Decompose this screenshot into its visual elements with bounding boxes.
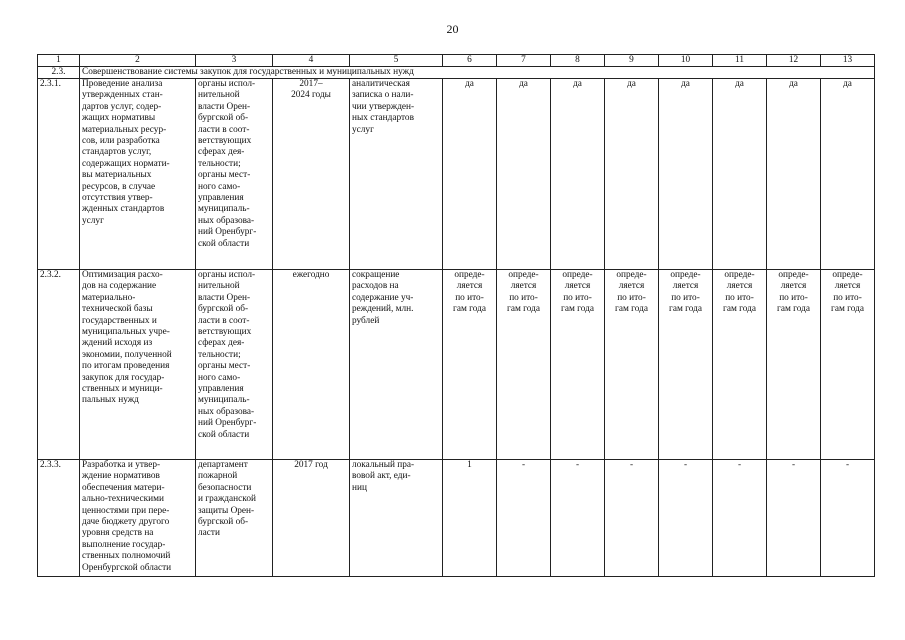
column-number: 12 <box>767 55 821 67</box>
column-number: 3 <box>196 55 273 67</box>
executor-cell: департамент пожарной безопасности и гражданской защиты Орен- бургской об- ласти <box>196 460 273 577</box>
value-cell: - <box>767 460 821 577</box>
column-number: 7 <box>497 55 551 67</box>
value-cell: да <box>551 79 605 270</box>
column-number: 1 <box>38 55 80 67</box>
value-cell: - <box>551 460 605 577</box>
value-cell: да <box>767 79 821 270</box>
value-cell: - <box>821 460 875 577</box>
value-cell: да <box>605 79 659 270</box>
table-row <box>38 270 875 460</box>
section-title: Совершенствование системы закупок для государственных и муниципальных нужд <box>80 67 875 79</box>
value-cell: опреде- ляется по ито- гам года <box>659 270 713 460</box>
executor-cell: органы испол- нительной власти Орен- бургской об- ласти в соот- ветствующих сферах дея- тельности; органы мест- ного само- управления муниципаль- ных образова- ний Оренбург- ской области <box>196 270 273 460</box>
column-number-row <box>38 55 875 67</box>
indicator-cell: локальный пра- вовой акт, еди- ниц <box>350 460 443 577</box>
column-number: 11 <box>713 55 767 67</box>
value-cell: - <box>497 460 551 577</box>
value-cell: опреде- ляется по ито- гам года <box>443 270 497 460</box>
value-cell: - <box>659 460 713 577</box>
row-number: 2.3.2. <box>38 270 80 460</box>
period-cell: 2017– 2024 годы <box>273 79 350 270</box>
column-number: 13 <box>821 55 875 67</box>
page-number: 20 <box>446 22 459 36</box>
section-row <box>38 67 875 79</box>
period-cell: 2017 год <box>273 460 350 577</box>
period-cell: ежегодно <box>273 270 350 460</box>
value-cell: 1 <box>443 460 497 577</box>
column-number: 10 <box>659 55 713 67</box>
executor-cell: органы испол- нительной власти Орен- бургской об- ласти в соот- ветствующих сферах дея- тельности; органы мест- ного само- управления муниципаль- ных образова- ний Оренбург- ской области <box>196 79 273 270</box>
table-row <box>38 460 875 577</box>
value-cell: да <box>821 79 875 270</box>
measures-table <box>37 54 875 577</box>
value-cell: - <box>605 460 659 577</box>
column-number: 5 <box>350 55 443 67</box>
value-cell: да <box>443 79 497 270</box>
table-row <box>38 79 875 270</box>
value-cell: да <box>497 79 551 270</box>
value-cell: опреде- ляется по ито- гам года <box>821 270 875 460</box>
section-number: 2.3. <box>38 67 80 79</box>
row-number: 2.3.1. <box>38 79 80 270</box>
value-cell: опреде- ляется по ито- гам года <box>767 270 821 460</box>
indicator-cell: сокращение расходов на содержание уч- реждений, млн. рублей <box>350 270 443 460</box>
column-number: 2 <box>80 55 196 67</box>
column-number: 8 <box>551 55 605 67</box>
value-cell: да <box>713 79 767 270</box>
column-number: 9 <box>605 55 659 67</box>
column-number: 6 <box>443 55 497 67</box>
measure-cell: Проведение анализа утвержденных стан- дартов услуг, содер- жащих нормативы материальных ресур- сов, или разработка стандартов услуг, содержащих нормати- вы материальных ресурсов, в случае отсутствия утвер- жденных стандартов услуг <box>80 79 196 270</box>
value-cell: опреде- ляется по ито- гам года <box>713 270 767 460</box>
indicator-cell: аналитическая записка о нали- чии утвержден- ных стандартов услуг <box>350 79 443 270</box>
value-cell: да <box>659 79 713 270</box>
value-cell: опреде- ляется по ито- гам года <box>497 270 551 460</box>
row-number: 2.3.3. <box>38 460 80 577</box>
value-cell: опреде- ляется по ито- гам года <box>605 270 659 460</box>
measure-cell: Разработка и утвер- ждение нормативов обеспечения матери- ально-техническими ценностями при пере- даче бюджету другого уровня средств на выполнение государ- ственных полномочий Оренбургской области <box>80 460 196 577</box>
value-cell: - <box>713 460 767 577</box>
value-cell: опреде- ляется по ито- гам года <box>551 270 605 460</box>
column-number: 4 <box>273 55 350 67</box>
measure-cell: Оптимизация расхо- дов на содержание материально- технической базы государственных и муниципальных учре- ждений исходя из экономии, полученной по итогам проведения закупок для государ- ственных и муници- пальных нужд <box>80 270 196 460</box>
